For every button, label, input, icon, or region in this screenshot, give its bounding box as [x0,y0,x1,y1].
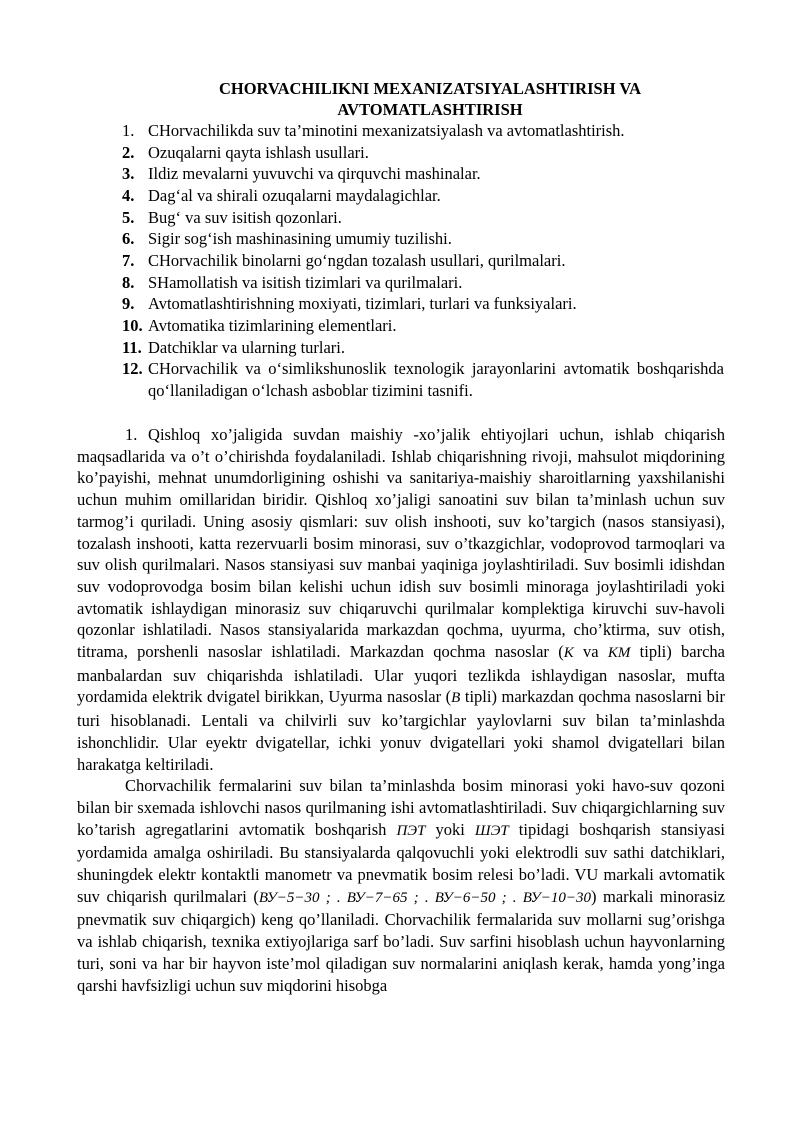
list-item-text: Avtomatika tizimlarining elementlari. [148,316,397,335]
list-item-text: SHamollatish va isitish tizimlari va qurilmalari. [148,273,463,292]
list-item-text: Sigir sog‘ish mashinasining umumiy tuzilishi. [148,229,452,248]
list-item [122,250,724,272]
list-item [122,163,724,185]
list-item-number: 2. [122,143,135,162]
list-item-number: 12. [122,359,143,378]
list-item-number: 3. [122,164,135,183]
list-item-number: 9. [122,294,135,313]
text-run: tipli) markazdan qochma nasoslarni bir turi hisoblanadi. Lentali va chilvirli suv ko’targichlar yaylovlarni suv bilan ta’minlashda ishonchlidir. Ular eyektr dvigatellar, ichki yonuv dvigatellari yoki shamol dvigatellari bilan harakatga keltiriladi. [77,687,725,774]
list-item-text: CHorvachilik binolarni go‘ngdan tozalash usullari, qurilmalari. [148,251,566,270]
list-item-text: Avtomatlashtirishning moxiyati, tizimlari, turlari va funksiyalari. [148,294,577,313]
list-item-number: 6. [122,229,135,248]
list-item-text: Ildiz mevalarni yuvuvchi va qirquvchi mashinalar. [148,164,481,183]
body-text [77,424,725,996]
list-item [122,315,724,337]
list-item-text: CHorvachilikda suv ta’minotini mexanizatsiyalash va avtomatlashtirish. [148,121,625,140]
list-item [122,337,724,359]
paragraph-2 [77,775,725,996]
text-run: va [573,642,608,662]
formula-pet: ПЭТ [396,822,426,839]
formula-k: К [563,645,574,662]
title-line-2: AVTOMATLASHTIRISH [337,100,523,119]
list-item [122,293,724,315]
list-item-number: 10. [122,316,143,335]
list-item [122,120,724,142]
title-line-1: CHORVACHILIKNI MEXANIZATSIYALASHTIRISH VA [218,79,642,98]
formula-km: КМ [607,645,631,662]
text-run: Chorvachilik fermalarini suv bilan ta’minlashda bosim minorasi yoki havo-suv qozoni bilan bir sxemada ishlovchi nasos qurilmaning ishi avtomatlashtiriladi. Suv chiqargichlarning suv ko’tarish agregatlarini avtomatik boshqarish [77,776,725,839]
list-item-text: CHorvachilik va o‘simlikshunoslik texnologik jarayonlarini avtomatik boshqarishda qo‘llaniladigan o‘lchash asboblar tizimini tasnifi. [148,359,724,400]
list-item-text: Datchiklar va ularning turlari. [148,338,346,357]
list-item [122,358,724,401]
document-title [100,78,760,120]
list-item [122,185,724,207]
text-run: yoki [425,819,475,839]
list-item-text: Ozuqalarni qayta ishlash usullari. [148,143,369,162]
formula-v: В [451,690,461,707]
list-item-number: 7. [122,251,135,270]
list-item-number: 4. [122,186,135,205]
list-item [122,228,724,250]
formula-vu: ВУ−5−30 ; . ВУ−7−65 ; . ВУ−6−50 ; . ВУ−10−30 [258,889,591,906]
text-run: ) markali minorasiz pnevmatik suv chiqargich) keng qo’llaniladi. Chorvachilik fermalarida suv mollarni sug’orishga va ishlab chiqarish, texnika extiyojlariga sarf bo’ladi. Suv sarfini hisoblash uchun hayvonlarning turi, soni va har bir hayvon iste’mol qiladigan suv normalarini aniqlash kerak, hamda yong’inga qarshi havfsizligi uchun suv miqdorini hisobga [77,886,725,995]
list-item-number: 5. [122,208,135,227]
list-item-number: 8. [122,273,135,292]
list-item [122,207,724,229]
text-run: tipli) barcha manbalardan suv chiqarishda ishlatiladi. Ular yuqori tezlikda ishlaydigan nasoslar, mufta yordamida elektrik dvigatel birikkan, Uyurma nasoslar ( [77,642,726,707]
text-run: 1. Qishloq xo’jaligida suvdan maishiy -xo’jalik ehtiyojlari uchun, ishlab chiqarish maqsadlarida va o’t o’chirishda foydalaniladi. Ishlab chiqarishning rivoji, mahsulot miqdorining ko’payishi, mehnat unumdorligining oshishi va sanitariya-maishiy sharoitlarning yaxshilanishi uchun muhim omillaridan biridir. Qishloq xo’jaligi sanoatini suv bilan ta’minlash uchun suv tarmog’i quriladi. Uning asosiy qismlari: suv olish inshooti, suv ko’targich (nasos stansiyasi), tozalash inshooti, katta rezervuarli bosim minorasi, suv o’tkazgichlar, vodoprovod tarmoqlari va suv olish qurilmalari. Nasos stansiyasi suv manbai yaqiniga joylashtiriladi. Suv bosimli idishdan suv vodoprovodga bosim bilan kelishi uchun idish suv bosimli minoraga joylashtiriladi yoki avtomatik ishlaydigan minorasiz suv chiqaruvchi qurilmalar komplektiga kiruvchi suv-havoli qozonlar ishlatiladi. Nasos stansiyalarida markazdan qochma, uyurma, cho’ktirma, suv otish, titrama, porshenli nasoslar ishlatiladi. Markazdan qochma nasoslar ( [77,425,725,662]
list-item [122,142,724,164]
formula-shet: ШЭТ [474,822,509,839]
list-item-text: Bug‘ va suv isitish qozonlari. [148,208,342,227]
list-item-text: Dag‘al va shirali ozuqalarni maydalagichlar. [148,186,441,205]
paragraph-1 [77,424,725,775]
list-item-number: 11. [122,338,142,357]
list-item-number: 1. [122,121,135,140]
text-run: tipidagi boshqarish stansiyasi yordamida amalga oshiriladi. Bu stansiyalarda qalqovuchli yoki elektrodli suv sathi datchiklari, shuningdek elektr kontaktli manometr va pnevmatik bosim relesi bo’ladi. VU markali avtomatik suv chiqarish qurilmalari ( [77,819,725,906]
list-item [122,272,724,294]
